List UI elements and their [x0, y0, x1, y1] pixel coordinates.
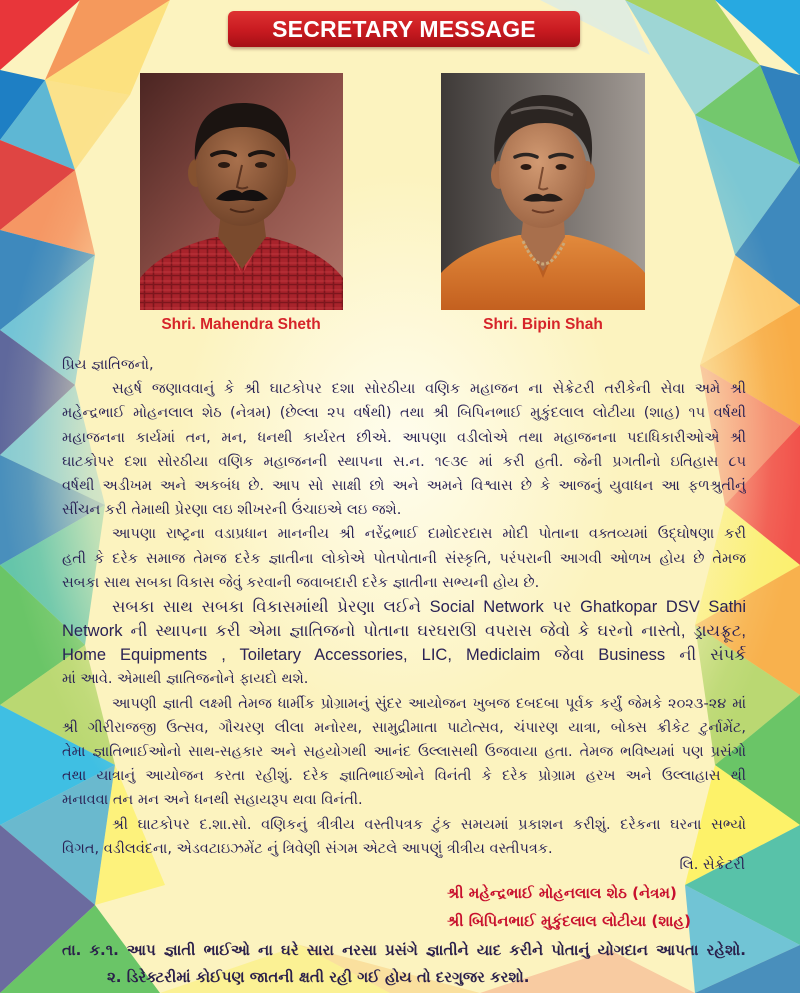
paragraph-line: મહેન્દ્રભાઈ મોહનલાલ શેઠ (નેત્રમ) (છેલ્લા ૨૫ વર્ષથી) તથા શ્રી બિપિનભાઈ મુકુંદલાલ લોટીયા (શાહ) ૧૫ વર્ષથી [62, 405, 746, 422]
photo-caption: Shri. Bipin Shah [483, 316, 603, 333]
paragraph-line: સબકા સાથ સબકા વિકાસમાંથી પ્રેરણા લઈને Social Network પર Ghatkopar DSV Sathi [112, 597, 746, 616]
paragraph-2 [62, 522, 746, 595]
footnote: ૨. ડિરેક્ટરીમાં કોઈપણ જાતની ક્ષતી રહી ગઈ હોય તો દરગુજર કરશો. [107, 968, 530, 986]
signatory-name: શ્રી બિપિનભાઈ મુકુંદલાલ લોટીયા (શાહ) [447, 912, 692, 930]
paragraph-line: વિગત, વડીલવંદના, એડવટાઇઝમેંટ નું ત્રિવેણી સંગમ એટલે આપણું ત્રીત્રીય વસ્તીપત્રક. [62, 840, 553, 857]
paragraph-4 [62, 692, 746, 813]
paragraph-line: સબકા સાથ સબકા વિકાસ જેવું કરવાની જવાબદારી દરેક જ્ઞાતીના સભ્યની હોય છે. [62, 574, 540, 591]
paragraph-line: Network ની સ્થાપના કરી એમા જ્ઞાતિજનો પોતાના ઘરઘરાઊ વપરાસ જેવો કે ઘરનો નાસ્તો, ડ્રાયફ્રૂટ, [62, 622, 746, 641]
photo-caption: Shri. Mahendra Sheth [161, 316, 321, 333]
paragraph-line: શ્રી ગીરીરાજજી ઉત્સવ, ગૌચરણ લીલા મનોરથ, સામુદ્રીમાતા પાટોત્સવ, ચંપારણ યાત્રા, બોક્સ ક્રીકેટ ટુર્નામેંટ, [62, 719, 746, 736]
title-banner [228, 11, 580, 47]
paragraph-line: ઘાટકોપર દશા સોરઠીયા વણિક મહાજનની સ્થાપના સ.ન. ૧૯૩૯ માં કરી હતી. જેની પ્રગતીનો ઇતિહાસ ૮૫ [62, 453, 746, 470]
footnote: તા. ક.૧. આપ જ્ઞાતી ભાઈઓ ના ઘરે સારા નરસા પ્રસંગે જ્ઞાતીને યાદ કરીને પોતાનું યોગદાન આપતા રહેશો. [62, 941, 746, 959]
photo-mahendra-sheth [140, 73, 343, 310]
letter-closing: લિ. સેક્રેટરી [679, 857, 745, 873]
paragraph-line: મનાવવા તન મન અને ધનથી સહાયરૂપ થવા વિનંતી. [62, 792, 363, 809]
paragraph-line: શ્રી ઘાટકોપર દ.શા.સો. વણિકનું ત્રીત્રીય વસ્તીપત્રક ટુંક સમયમાં પ્રકાશન કરીશું. દરેકના ઘરના સભ્યો [112, 816, 746, 833]
paragraph-line: Home Equipments , Toiletary Accessories, LIC, Mediclaim જેવા Business ની સંપર્ક [62, 646, 746, 665]
paragraph-line: મહાજનના કાર્યમાં તન, મન, ધનથી કાર્યરત છીએ. આપણા વડીલોએ તથા મહાજનના પદાધિકારીઓએ શ્રી [62, 429, 746, 446]
paragraph-3 [62, 595, 746, 692]
paragraph-line: માં આવે. એમાથી જ્ઞાતિજનોને ફાયદો થશે. [62, 671, 309, 688]
page-title: SECRETARY MESSAGE [272, 15, 536, 42]
paragraph-line: આપણી જ્ઞાતી લક્ષ્મી તેમજ ધાર્મીક પ્રોગ્રામનું સુંદર આયોજન ખુબજ દબદબા પૂર્વક કર્યું જેમકે ૨૦૨૩-૨૪ માં [112, 695, 746, 712]
paragraph-line: તથા યાત્રાનું આયોજન કરતા રહીશું. દરેક જ્ઞાતિભાઈઓને વિનંતી કે દરેક પ્રોગ્રામ હરખ અને ઉલ્લાહાસ થી [62, 768, 746, 785]
paragraph-line: સહર્ષ જણાવવાનું કે શ્રી ઘાટકોપર દશા સોરઠીયા વણિક મહાજન ના સેક્રેટરી તરીકેની સેવા અમે શ્રી [112, 381, 746, 398]
paragraph-1 [62, 377, 746, 522]
signatory-name: શ્રી મહેન્દ્રભાઈ મોહનલાલ શેઠ (નેત્રમ) [447, 884, 677, 902]
salutation: પ્રિય જ્ઞાતિજનો, [62, 357, 154, 373]
paragraph-line: સીંચન કરી તેમાથી પ્રેરણા લઇ શીખરની ઉંચાઇએ લઇ જશે. [62, 502, 402, 519]
photo-bipin-shah [441, 73, 645, 310]
paragraph-line: તેમા જ્ઞાતિભાઈઓનો સાથ-સહકાર અને સહયોગથી આનંદ ઉલ્લાસથી ઉજવાયા હતા. તેમજ ભવિષ્યમાં પણ પ્રસંગો [62, 744, 746, 760]
paragraph-line: વર્ષથી અડીખમ અને અકબંધ છે. આપ સો સાક્ષી છો અને અમને વિશ્વાસ છે કે આજનું યુવાધન આ ફળશ્રુતીનું [62, 477, 746, 494]
letter-body [62, 353, 746, 861]
portrait-image [140, 73, 343, 310]
portrait-image [441, 73, 645, 310]
paragraph-line: હતી કે દરેક સમાજ તેમજ દરેક જ્ઞાતીના લોકોએ પોતપોતાની સંસ્કૃતિ, પરંપરાની આગવી ઓળખ હોય છે તેમજ [62, 550, 746, 567]
paragraph-line: આપણા રાષ્ટ્રના વડાપ્રધાન માનનીય શ્રી નરેંદ્રભાઈ દામોદરદાસ મોદી પોતાના વક્તવ્યમાં ઉદ્ઘોષણા કરી [112, 526, 746, 543]
